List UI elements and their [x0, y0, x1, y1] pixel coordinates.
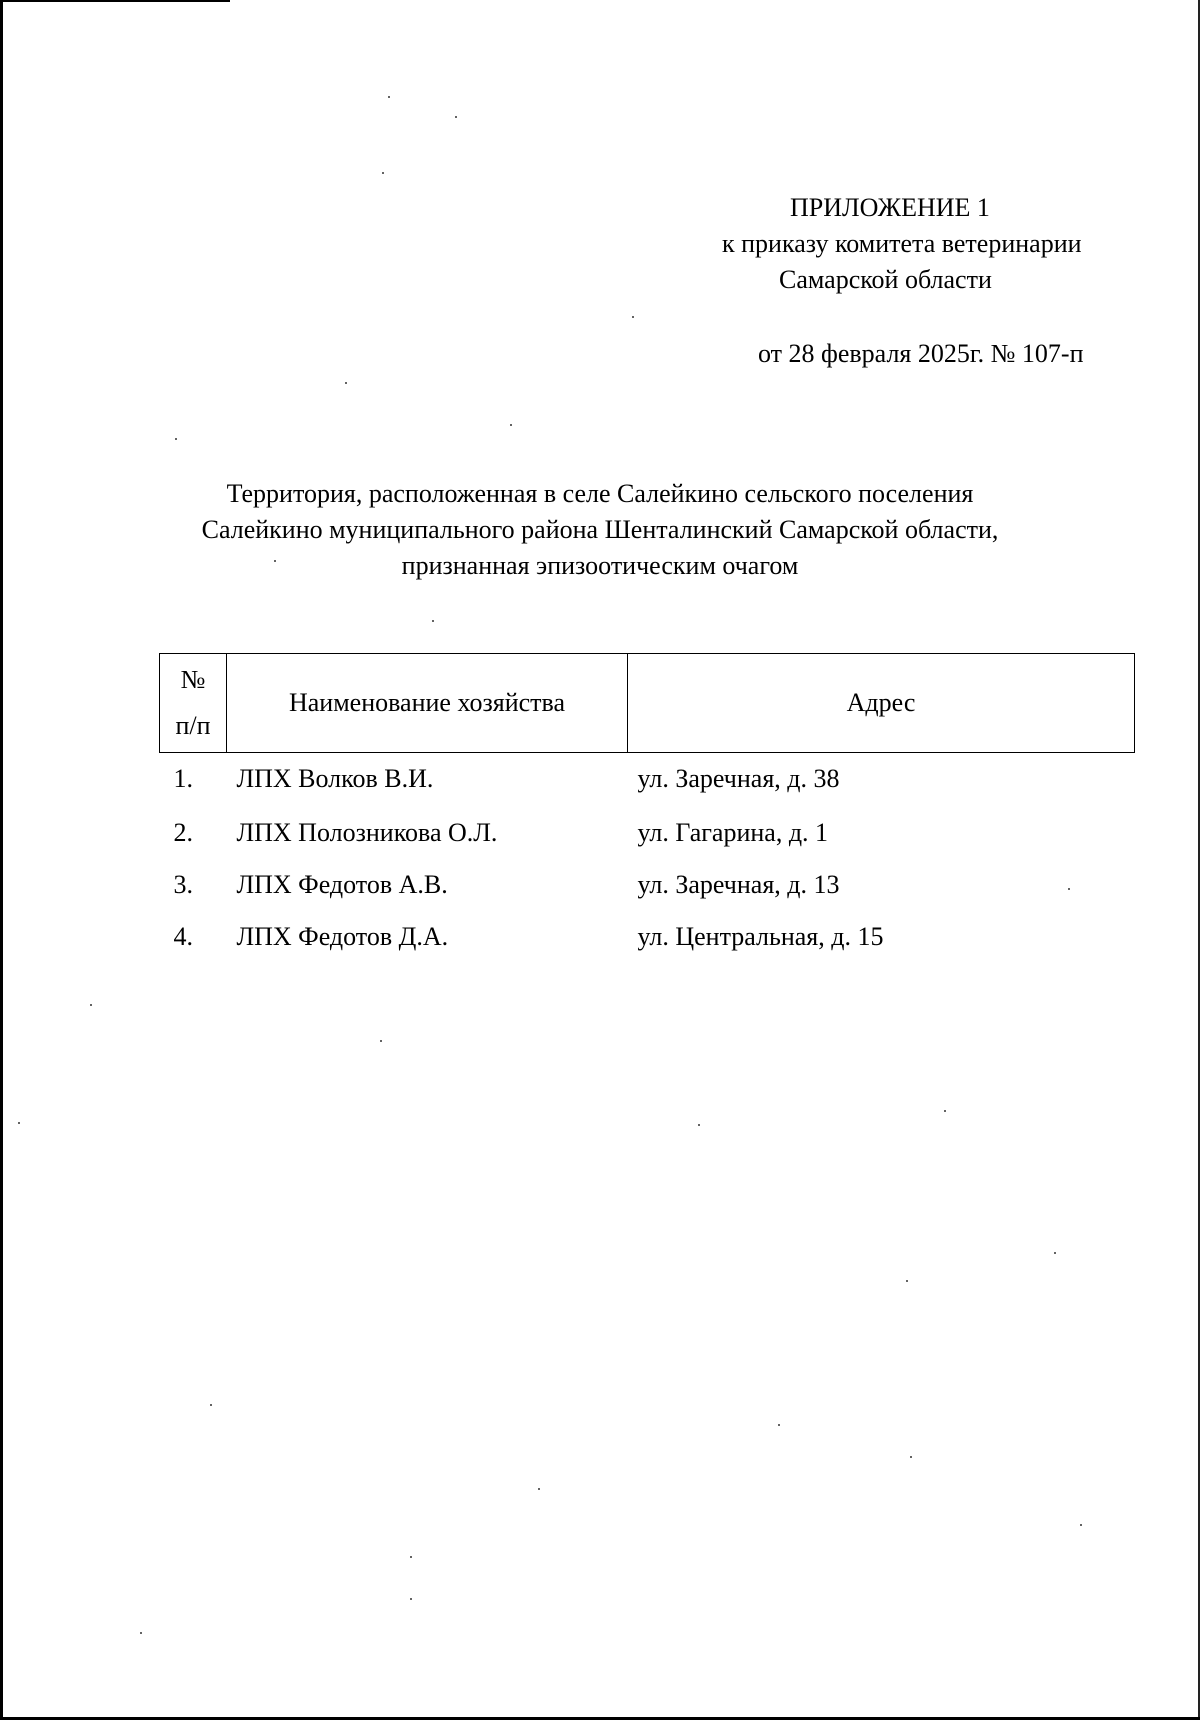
scan-speck — [432, 620, 434, 622]
heading-line-2: Салейкино муниципального района Шенталинский Самарской области, — [201, 515, 999, 544]
row-number: 1. — [173, 764, 193, 793]
scan-speck — [1080, 1524, 1082, 1526]
scan-speck — [175, 438, 177, 440]
row-farm-name: ЛПХ Федотов Д.А. — [236, 922, 449, 951]
table-header-row — [160, 654, 1135, 753]
scan-speck — [1054, 1252, 1056, 1254]
row-farm-name: ЛПХ Волков В.И. — [236, 764, 434, 793]
table-row — [160, 911, 1135, 963]
scan-edge-top — [0, 0, 230, 2]
row-number: 2. — [173, 818, 193, 847]
row-address: ул. Заречная, д. 38 — [637, 764, 840, 793]
table-row — [160, 753, 1135, 806]
row-address: ул. Гагарина, д. 1 — [637, 818, 829, 847]
scan-speck — [18, 1122, 20, 1124]
scan-speck — [345, 382, 347, 384]
scan-speck — [906, 1280, 908, 1282]
scan-speck — [410, 1556, 412, 1558]
document-heading — [100, 476, 1100, 584]
scan-speck — [910, 1456, 912, 1458]
scan-speck — [632, 316, 634, 318]
scan-speck — [140, 1632, 142, 1634]
header-number — [160, 654, 227, 753]
table-row — [160, 805, 1135, 859]
farms-table — [159, 653, 1135, 963]
row-farm-name: ЛПХ Полозникова О.Л. — [236, 818, 498, 847]
heading-line-1: Территория, расположенная в селе Салейкино сельского поселения — [226, 479, 974, 508]
scan-speck — [274, 560, 276, 562]
row-number: 3. — [173, 870, 193, 899]
appendix-date: от 28 февраля 2025г. № 107-п — [758, 339, 1084, 368]
scan-speck — [778, 1424, 780, 1426]
header-farm-name: Наименование хозяйства — [227, 654, 628, 753]
scan-speck — [1068, 888, 1070, 890]
row-number: 4. — [173, 922, 193, 951]
scan-speck — [944, 1110, 946, 1112]
scan-speck — [410, 1598, 412, 1600]
row-farm-name: ЛПХ Федотов А.В. — [236, 870, 448, 899]
header-address: Адрес — [628, 654, 1135, 753]
appendix-order-ref: к приказу комитета ветеринарии — [722, 229, 1082, 258]
appendix-region: Самарской области — [779, 265, 992, 294]
scan-speck — [510, 424, 512, 426]
row-address: ул. Центральная, д. 15 — [637, 922, 884, 951]
appendix-title: ПРИЛОЖЕНИЕ 1 — [790, 193, 990, 222]
scan-speck — [388, 96, 390, 98]
scan-edge-left — [0, 0, 3, 1720]
scan-speck — [210, 1404, 212, 1406]
heading-line-3: признанная эпизоотическим очагом — [401, 551, 799, 580]
header-number-symbol: № — [180, 665, 206, 694]
scan-speck — [698, 1124, 700, 1126]
scan-speck — [90, 1004, 92, 1006]
table-row — [160, 859, 1135, 911]
scan-speck — [455, 116, 457, 118]
scan-speck — [380, 1040, 382, 1042]
scan-speck — [382, 172, 384, 174]
scan-speck — [538, 1488, 540, 1490]
header-number-label: п/п — [175, 711, 211, 740]
row-address: ул. Заречная, д. 13 — [637, 870, 840, 899]
